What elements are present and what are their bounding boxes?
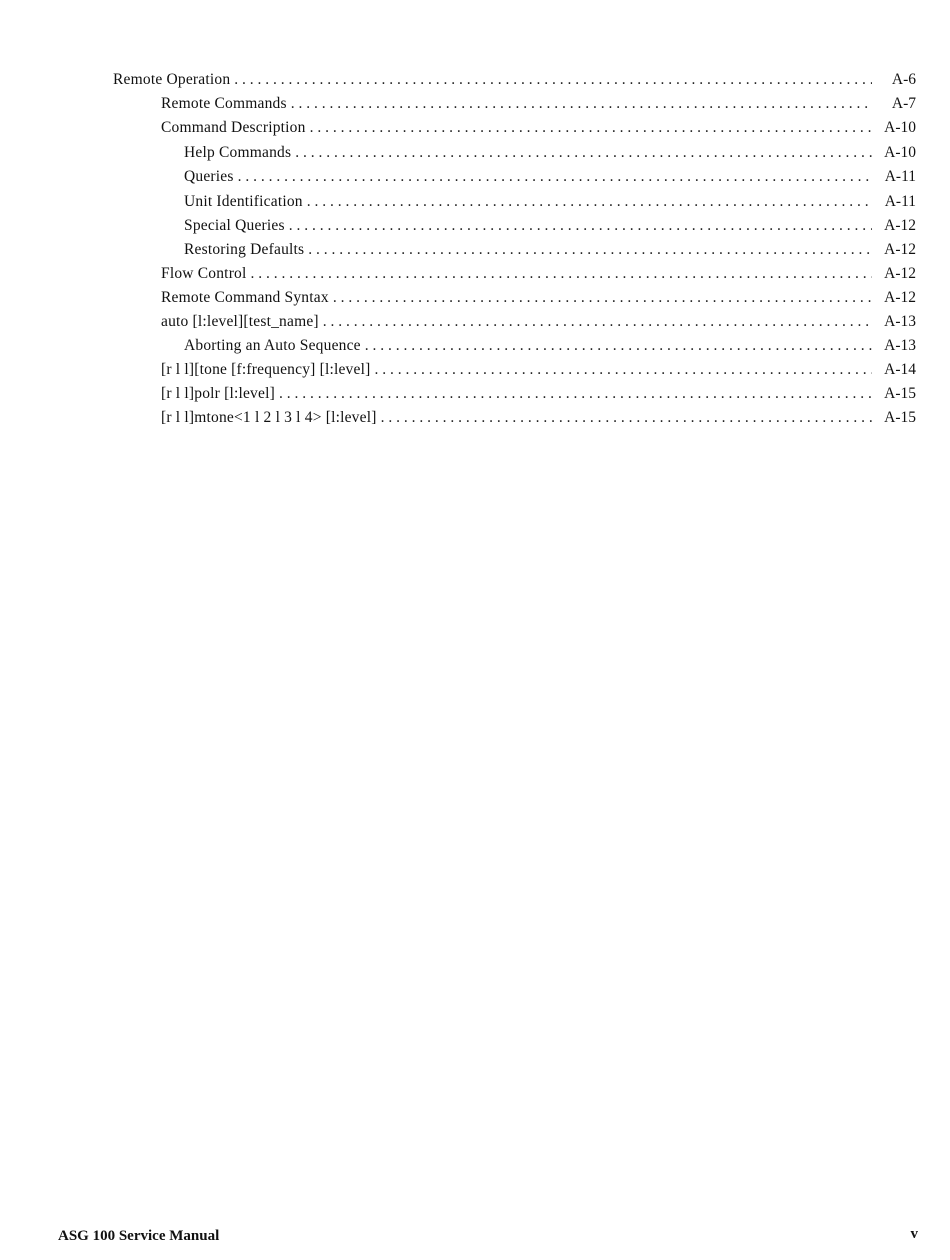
toc-entry-page: A-13: [884, 313, 916, 330]
toc-entry-title: [r l l]mtone<1 l 2 l 3 l 4> [l:level]: [161, 409, 377, 426]
toc-entry-page: A-7: [891, 95, 916, 112]
toc-entry-page: A-6: [891, 71, 916, 88]
toc-entry[interactable]: [113, 68, 916, 92]
toc-entry-title: Aborting an Auto Sequence: [184, 337, 361, 354]
dot-leader: [323, 310, 872, 334]
toc-entry-page: A-14: [884, 361, 916, 378]
toc-entry-page: A-12: [884, 265, 916, 282]
toc-entry[interactable]: [161, 358, 916, 382]
toc-entry-page: A-15: [884, 409, 916, 426]
toc-entry[interactable]: [184, 141, 916, 165]
dot-leader: [251, 262, 872, 286]
toc-entry-title: Restoring Defaults: [184, 241, 305, 258]
dot-leader: [374, 358, 872, 382]
toc-entry-page: A-10: [884, 144, 916, 161]
dot-leader: [234, 68, 872, 92]
toc-entry[interactable]: [161, 382, 916, 406]
toc-entry[interactable]: [161, 310, 916, 334]
dot-leader: [238, 165, 872, 189]
toc-entry-title: [r l l]polr [l:level]: [161, 385, 275, 402]
dot-leader: [365, 334, 872, 358]
toc-entry[interactable]: [184, 334, 916, 358]
dot-leader: [310, 116, 872, 140]
toc-entry-title: Unit Identification: [184, 193, 303, 210]
toc-entry[interactable]: [184, 165, 916, 189]
toc-entry-title: Remote Operation: [113, 71, 231, 88]
toc-entry-title: [r l l][tone [f:frequency] [l:level]: [161, 361, 371, 378]
toc-entry[interactable]: [184, 190, 916, 214]
toc-entry-title: Flow Control: [161, 265, 247, 282]
toc-entry[interactable]: [161, 92, 916, 116]
dot-leader: [307, 190, 872, 214]
toc-entry-title: auto [l:level][test_name]: [161, 313, 319, 330]
dot-leader: [308, 238, 872, 262]
toc-entry-title: Remote Command Syntax: [161, 289, 329, 306]
toc-entry-page: A-12: [884, 289, 916, 306]
toc-entry[interactable]: [184, 238, 916, 262]
toc-entry-title: Command Description: [161, 119, 306, 136]
toc-entry[interactable]: [161, 262, 916, 286]
toc-entry-title: Special Queries: [184, 217, 285, 234]
toc-entry[interactable]: [161, 116, 916, 140]
toc-entry-title: Help Commands: [184, 144, 292, 161]
footer-page-number: v: [910, 1226, 918, 1242]
toc-entry-title: Queries: [184, 168, 234, 185]
toc-entry-page: A-13: [884, 337, 916, 354]
footer-manual-title: ASG 100 Service Manual: [58, 1228, 220, 1244]
dot-leader: [381, 406, 872, 430]
toc-entry-page: A-15: [884, 385, 916, 402]
toc-entry-page: A-11: [884, 193, 916, 210]
toc-entry[interactable]: [161, 406, 916, 430]
toc-entry[interactable]: [161, 286, 916, 310]
toc-entry-title: Remote Commands: [161, 95, 287, 112]
dot-leader: [279, 382, 872, 406]
dot-leader: [291, 92, 872, 116]
toc-entry-page: A-12: [884, 241, 916, 258]
toc-entry-page: A-12: [884, 217, 916, 234]
dot-leader: [295, 141, 872, 165]
toc-entry[interactable]: [184, 214, 916, 238]
toc-entry-page: A-10: [884, 119, 916, 136]
dot-leader: [333, 286, 872, 310]
dot-leader: [289, 214, 872, 238]
toc-entry-page: A-11: [884, 168, 916, 185]
